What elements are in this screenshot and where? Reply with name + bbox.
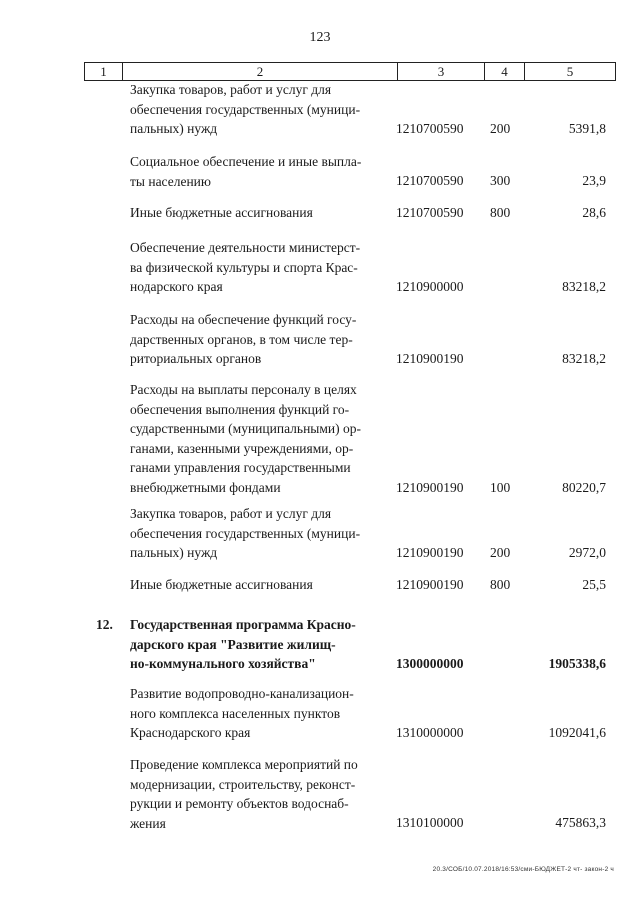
column-header-3: 3 — [398, 63, 485, 80]
row-code: 1210700590 — [396, 121, 464, 137]
row-description: Социальное обеспечение и иные выпла- ты населению — [130, 154, 362, 189]
row-code: 1300000000 — [396, 656, 464, 672]
row-amount: 2972,0 — [568, 545, 606, 561]
row-expense-type: 200 — [490, 545, 511, 561]
row-code: 1310000000 — [396, 725, 464, 741]
table-row — [0, 238, 640, 297]
row-amount: 83218,2 — [562, 351, 606, 367]
row-description: Государственная программа Красно- дарского края "Развитие жилищ- но-коммунального хозяйства" — [130, 617, 356, 672]
row-code: 1310100000 — [396, 815, 464, 831]
row-amount: 5391,8 — [568, 121, 606, 137]
row-amount: 83218,2 — [562, 279, 606, 295]
table-row — [0, 80, 640, 139]
row-amount: 23,9 — [582, 173, 606, 189]
table-row — [0, 203, 640, 223]
row-code: 1210900190 — [396, 577, 464, 593]
row-code: 1210700590 — [396, 173, 464, 189]
row-description: Иные бюджетные ассигнования — [130, 205, 313, 220]
page-number: 123 — [309, 30, 331, 45]
row-amount: 28,6 — [582, 205, 606, 221]
row-code: 1210900190 — [396, 351, 464, 367]
row-expense-type: 200 — [490, 121, 511, 137]
row-number: 12. — [96, 617, 113, 632]
row-code: 1210900190 — [396, 545, 464, 561]
row-description: Расходы на обеспечение функций госу- дарственных органов, в том числе тер- риториальных органов — [130, 312, 357, 367]
row-expense-type: 100 — [490, 480, 511, 496]
table-row — [0, 380, 640, 498]
column-header-4: 4 — [485, 63, 525, 80]
row-description: Развитие водопроводно-канализацион- ного комплекса населенных пунктов Краснодарского края — [130, 686, 354, 741]
table-row — [0, 152, 640, 191]
table-row — [0, 755, 640, 833]
row-expense-type: 300 — [490, 173, 511, 189]
row-amount: 475863,3 — [555, 815, 606, 831]
row-amount: 1092041,6 — [548, 725, 606, 741]
row-description: Иные бюджетные ассигнования — [130, 577, 313, 592]
table-row — [0, 310, 640, 369]
row-code: 1210900000 — [396, 279, 464, 295]
row-description: Проведение комплекса мероприятий по модернизации, строительству, реконст- рукции и ремонту объектов водоснаб- жения — [130, 757, 358, 831]
row-description: Закупка товаров, работ и услуг для обеспечения государственных (муници- пальных) нужд — [130, 82, 361, 137]
row-amount: 1905338,6 — [548, 656, 606, 672]
row-expense-type: 800 — [490, 577, 511, 593]
table-row — [0, 575, 640, 595]
row-amount: 25,5 — [582, 577, 606, 593]
row-description: Закупка товаров, работ и услуг для обеспечения государственных (муници- пальных) нужд — [130, 506, 361, 561]
table-row-program — [0, 615, 640, 674]
column-header-2: 2 — [123, 63, 398, 80]
column-header-1: 1 — [85, 63, 123, 80]
column-header-5: 5 — [566, 63, 574, 79]
table-row — [0, 684, 640, 743]
footer-stamp: 20.3/СОБ/10.07.2018/16:53/сми-БЮДЖЕТ-2 чт- закон-2 ч — [432, 866, 614, 873]
row-code: 1210700590 — [396, 205, 464, 221]
row-amount: 80220,7 — [562, 480, 606, 496]
table-row — [0, 504, 640, 563]
row-expense-type: 800 — [490, 205, 511, 221]
row-code: 1210900190 — [396, 480, 464, 496]
row-description: Обеспечение деятельности министерст- ва физической культуры и спорта Крас- нодарского края — [130, 240, 361, 295]
row-description: Расходы на выплаты персоналу в целях обеспечения выполнения функций го- сударственными (муниципальными) ор- ганами, казенными учреждениями, ор- ганами управления государственными внебюджетными фондами — [130, 382, 362, 495]
